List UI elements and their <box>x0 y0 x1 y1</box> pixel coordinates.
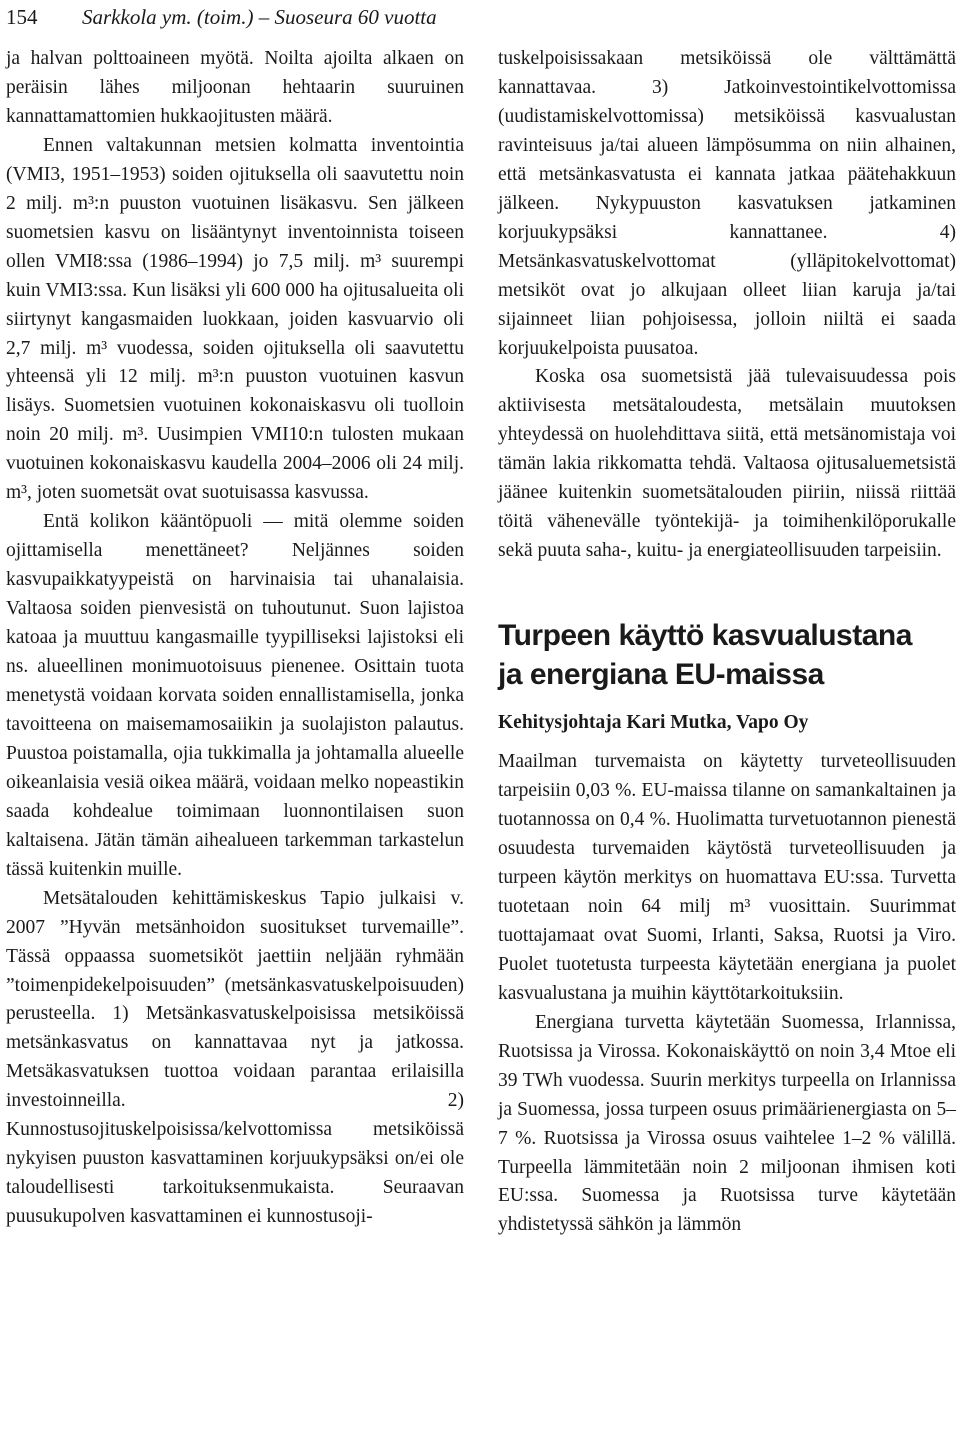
page-header <box>6 2 956 32</box>
body-paragraph: Ennen valtakunnan metsien kolmatta inventointia (VMI3, 1951–1953) soiden ojituksella oli saavutettu noin 2 milj. m³:n puuston vuotuinen lisäkasvu. Sen jälkeen suometsien kasvu on lisääntynyt inventoinnista toiseen ollen VMI8:ssa (1986–1994) jo 7,5 milj. m³ suurempi kuin VMI3:ssa. Kun lisäksi yli 600 000 ha ojitusalueita oli siirtynyt kangasmaiden luokkaan, joiden kasvuarvio oli 2,7 milj. m³ vuodessa, soiden ojituksella oli saavutettu yhteensä yli 12 milj. m³:n puuston vuotuinen kasvun lisäys. Suometsien vuotuinen kokonaiskasvu oli tuolloin noin 20 milj. m³. Uusimpien VMI10:n tulosten mukaan vuotuinen kokonaiskasvu kaudella 2004–2006 oli 24 milj. m³, joten suometsät ovat suotuisassa kasvussa. <box>6 134 464 504</box>
left-column <box>6 45 464 1232</box>
body-paragraph: tuskelpoisissakaan metsiköissä ole välttämättä kannattavaa. 3) Jatkoinvestointikelvottomissa (uudistamiskelvottomissa) metsiköissä kasvualustan ravinteisuus ja/tai alueen lämpösumma on niin alhainen, että metsänkasvatusta ei kannata jatkaa päätehakkuun jälkeen. Nykypuuston kasvatuksen jatkaminen korjuukypsäksi kannattanee. 4) Metsänkasvatuskelvottomat (ylläpitokelvottomat) metsiköt ovat jo alkujaan olleet liian karuja ja/tai sijainneet liian pohjoisessa, jolloin niiltä ei saada korjuukelpoista puusatoa. <box>498 48 956 359</box>
page-number: 154 <box>6 5 38 29</box>
body-paragraph: Energiana turvetta käytetään Suomessa, Irlannissa, Ruotsissa ja Virossa. Kokonaiskäyttö on noin 3,4 Mtoe eli 39 TWh vuodessa. Suurin merkitys turpeella on Irlannissa ja Suomessa, jossa turpeen osuus primäärienergiasta on 5–7 %. Ruotsissa ja Virossa osuus vaihtelee 1–2 % välillä. Turpeella lämmitetään noin 2 miljoonan ihmisen koti EU:ssa. Suomessa ja Ruotsissa turve käytetään yhdistetyssä sähkön ja lämmön <box>498 1011 956 1236</box>
article-heading-line: Turpeen käyttö kasvualustana <box>498 619 912 653</box>
running-title: Sarkkola ym. (toim.) – Suoseura 60 vuotta <box>82 5 437 29</box>
article-byline: Kehitysjohtaja Kari Mutka, Vapo Oy <box>498 712 809 734</box>
body-paragraph: Koska osa suometsistä jää tulevaisuudessa pois aktiivisesta metsätaloudesta, metsälain muutoksen yhteydessä on huolehdittava siitä, että metsänomistaja voi tämän lakia rikkomatta tehdä. Valtaosa ojitusaluemetsistä jäänee kuitenkin suometsätalouden piiriin, niissä riittää töitä vähenevälle työntekijä- ja toimihenkilöporukalle sekä puuta saha-, kuitu- ja energiateollisuuden tarpeisiin. <box>498 366 956 562</box>
right-column <box>498 45 956 1240</box>
article-heading-line: ja energiana EU-maissa <box>498 658 824 692</box>
body-paragraph: Entä kolikon kääntöpuoli — mitä olemme soiden ojittamisella menettäneet? Neljännes soiden kasvupaikkatyypeistä on harvinaisia tai uhanalaisia. Valtaosa soiden pienvesistä on tuhoutunut. Suon lajistoa katoaa ja muuttuu kangasmaille tyypilliseksi lajistoksi eli ns. alueellinen monimuotoisuus pienenee. Osittain tuota menetystä voidaan korvata soiden ennallistamisella, jonka tavoitteena on maisemamosaiikin ja suolajiston palautus. Puustoa poistamalla, ojia tukkimalla ja johtamalla alueelle oikeanlaisia vesiä oikea määrä, voidaan melko nopeastikin saada kohdealue toimimaan luonnontilaisen suon kaltaisena. Jätän tämän aihealueen tarkemman tarkastelun tässä kuitenkin muille. <box>6 511 464 880</box>
body-paragraph: ja halvan polttoaineen myötä. Noilta ajoilta alkaen on peräisin lähes miljoonan hehtaarin suuruinen kannattamattomien hukkaojitusten määrä. <box>6 48 464 127</box>
article-heading <box>498 616 956 694</box>
body-paragraph: Metsätalouden kehittämiskeskus Tapio julkaisi v. 2007 ”Hyvän metsänhoidon suositukset turvemaille”. Tässä oppaassa suometsiköt jaettiin neljään ryhmään ”toimenpidekelpoisuuden” (metsänkasvatuskelpoisuuden) perusteella. 1) Metsänkasvatuskelpoisissa metsiköissä metsänkasvatus on kannattavaa nyt ja jatkossa. Metsäkasvatuksen tuottoa voidaan parantaa erilaisilla investoinneilla. 2) Kunnostusojituskelpoisissa/kelvottomissa metsiköissä nykyisen puuston kasvattaminen korjuukypsäksi on/ei ole taloudellisesti tarkoituksenmukaista. Seuraavan puusukupolven kasvattaminen ei kunnostusoji- <box>6 887 464 1228</box>
body-paragraph: Maailman turvemaista on käytetty turveteollisuuden tarpeisiin 0,03 %. EU-maissa tilanne on samankaltainen ja tuotannossa on 0,4 %. Huolimatta turvetuotannon pienestä osuudesta turvemaiden käytöstä turveteollisuuden ja turpeen käytön merkitys on huomattava EU:ssa. Turvetta tuotetaan noin 64 milj m³ vuosittain. Suurimmat tuottajamaat ovat Suomi, Irlanti, Saksa, Ruotsi ja Viro. Puolet tuotetusta turpeesta käytetään energiana ja puolet kasvualustana ja muihin käyttötarkoituksiin. <box>498 751 956 1004</box>
